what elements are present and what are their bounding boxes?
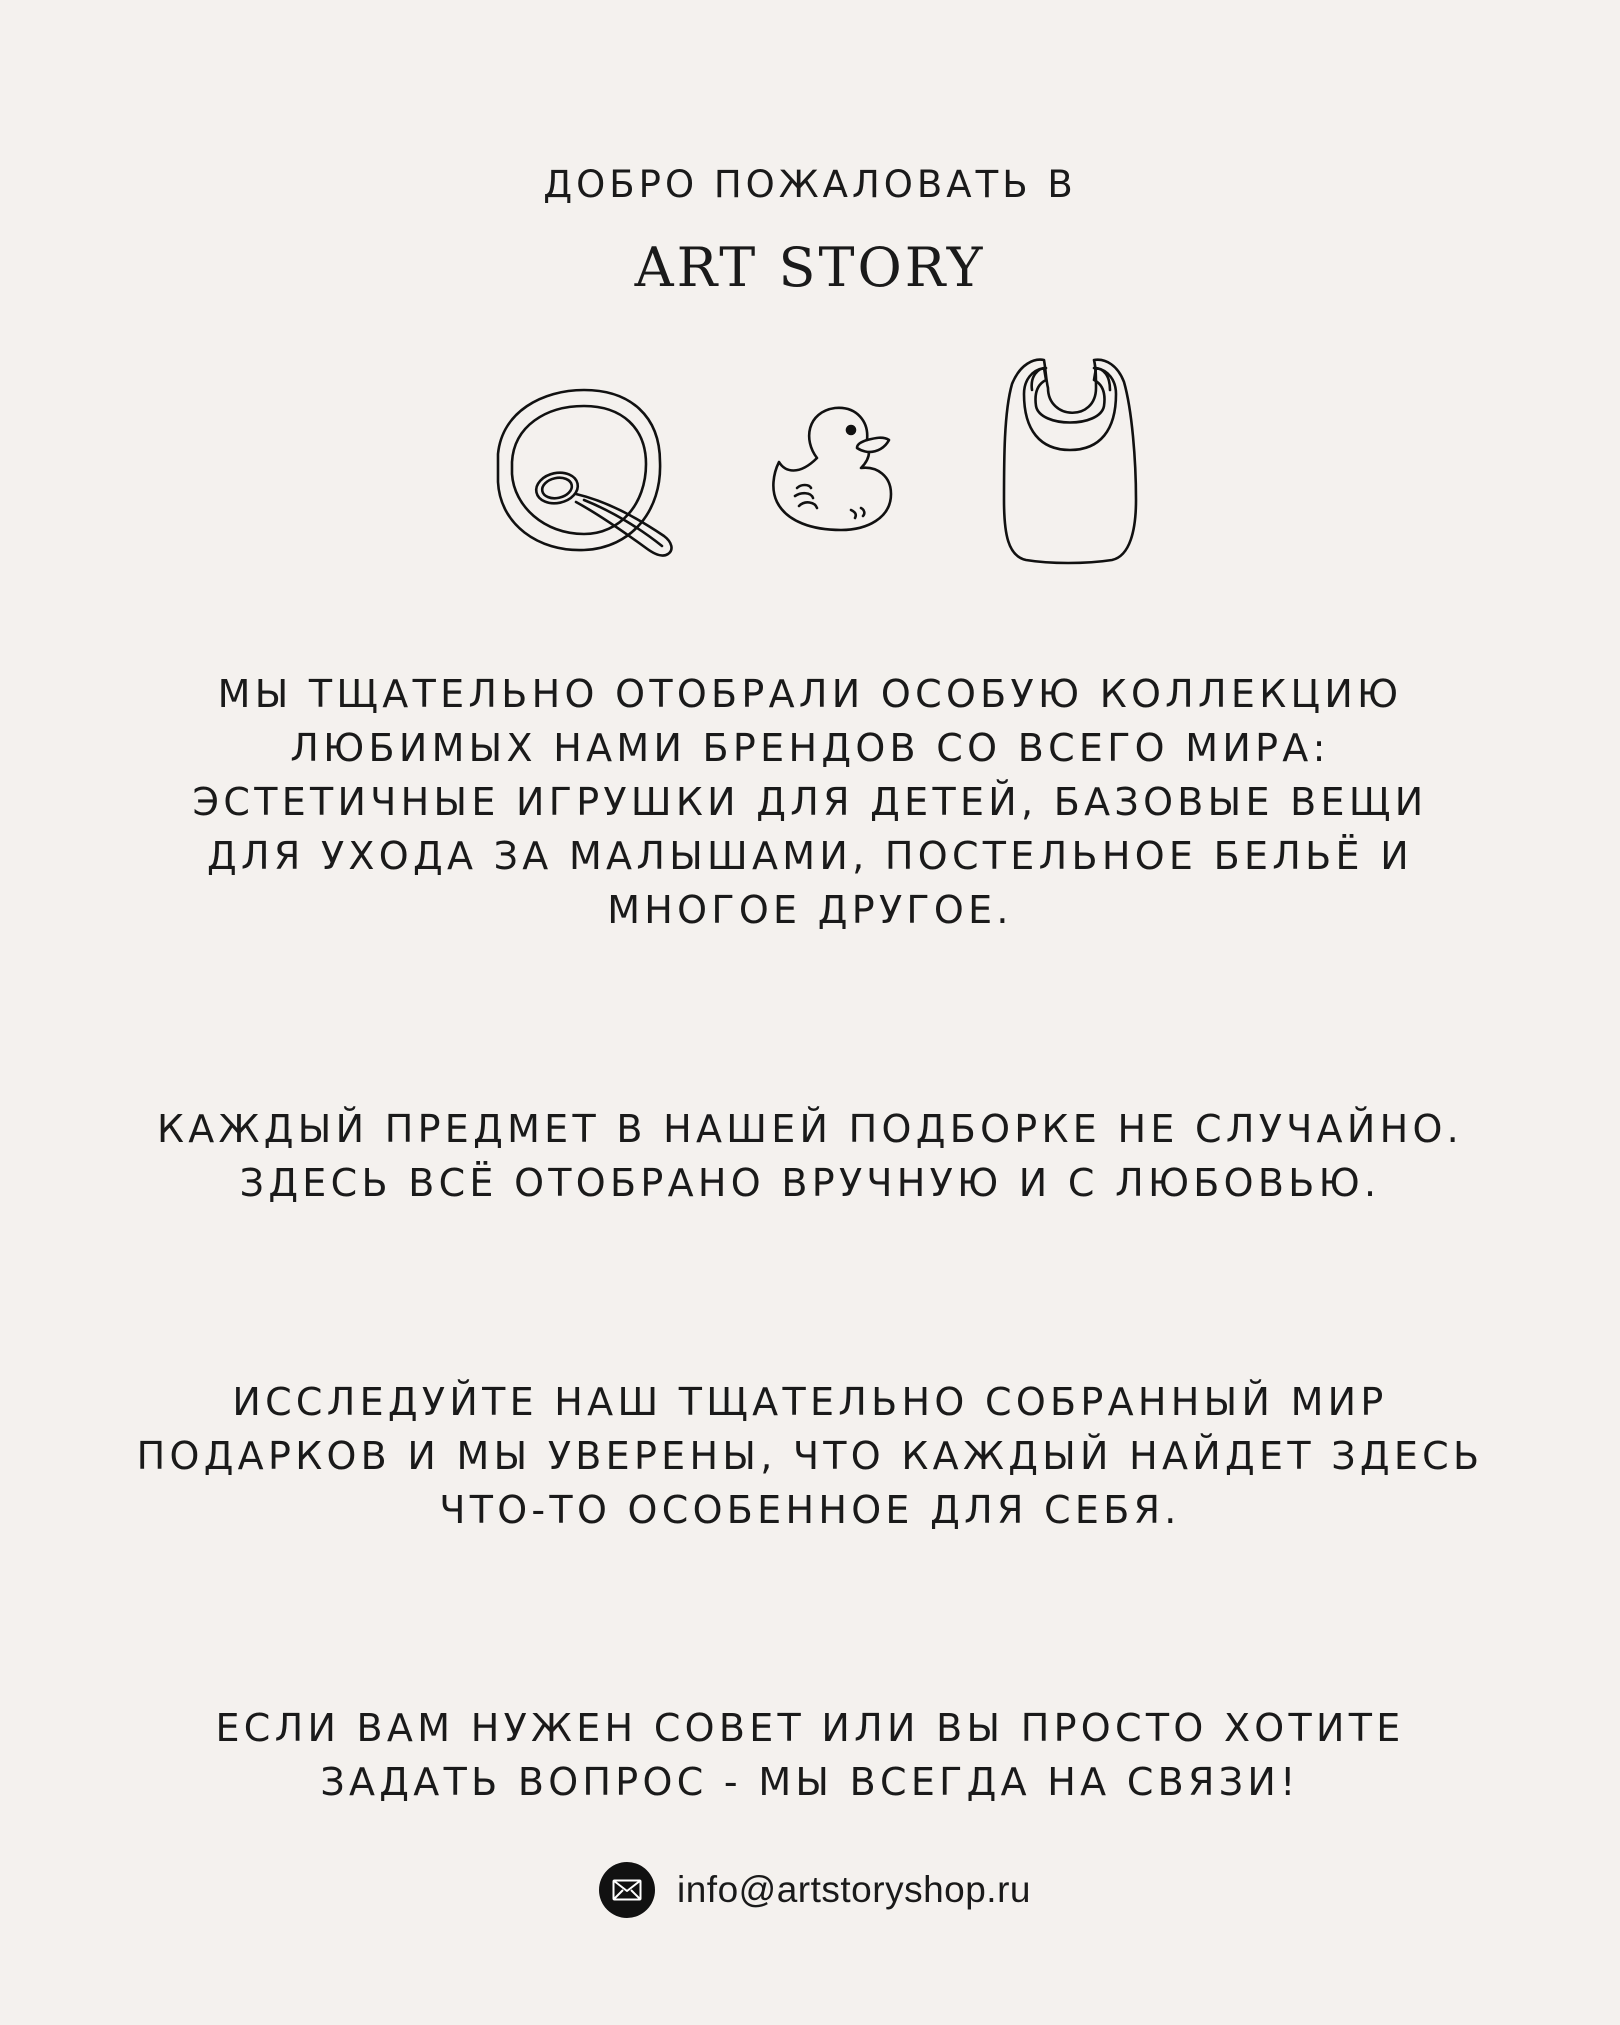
duck-icon [765,400,905,540]
paragraph-line: ЧТО-ТО ОСОБЕННОЕ ДЛЯ СЕБЯ. [439,1488,1181,1532]
paragraph-line: ЕСЛИ ВАМ НУЖЕН СОВЕТ ИЛИ ВЫ ПРОСТО ХОТИТЕ [215,1706,1405,1750]
bib-icon [990,350,1150,570]
paragraph-line: ЭСТЕТИЧНЫЕ ИГРУШКИ ДЛЯ ДЕТЕЙ, БАЗОВЫЕ ВЕЩИ [192,780,1428,824]
paragraph-line: ПОДАРКОВ И МЫ УВЕРЕНЫ, ЧТО КАЖДЫЙ НАЙДЕТ ЗДЕСЬ [136,1434,1484,1478]
paragraph-line: ДЛЯ УХОДА ЗА МАЛЫШАМИ, ПОСТЕЛЬНОЕ БЕЛЬЁ И [207,834,1413,878]
paragraph-line: МЫ ТЩАТЕЛЬНО ОТОБРАЛИ ОСОБУЮ КОЛЛЕКЦИЮ [217,672,1403,716]
intro-paragraph [0,667,1620,937]
paragraph-line: ЗДЕСЬ ВСЁ ОТОБРАНО ВРУЧНУЮ И С ЛЮБОВЬЮ. [239,1161,1381,1205]
illustrations [470,350,1150,580]
explore-paragraph [0,1375,1620,1537]
plate-spoon-icon [480,382,700,572]
paragraph-line: ИССЛЕДУЙТЕ НАШ ТЩАТЕЛЬНО СОБРАННЫЙ МИР [232,1380,1388,1424]
contact-paragraph [0,1701,1620,1809]
welcome-heading: ДОБРО ПОЖАЛОВАТЬ В [543,163,1077,206]
mail-icon[interactable] [599,1862,655,1918]
curation-paragraph [0,1102,1620,1210]
paragraph-line: КАЖДЫЙ ПРЕДМЕТ В НАШЕЙ ПОДБОРКЕ НЕ СЛУЧАЙНО. [156,1107,1464,1151]
contact-row [599,1862,1031,1918]
paragraph-line: ЛЮБИМЫХ НАМИ БРЕНДОВ СО ВСЕГО МИРА: [290,726,1330,770]
paragraph-line: ЗАДАТЬ ВОПРОС - МЫ ВСЕГДА НА СВЯЗИ! [320,1760,1300,1804]
paragraph-line: МНОГОЕ ДРУГОЕ. [607,888,1013,932]
email-link[interactable]: info@artstoryshop.ru [677,1869,1031,1910]
brand-title: ART STORY [634,236,986,299]
